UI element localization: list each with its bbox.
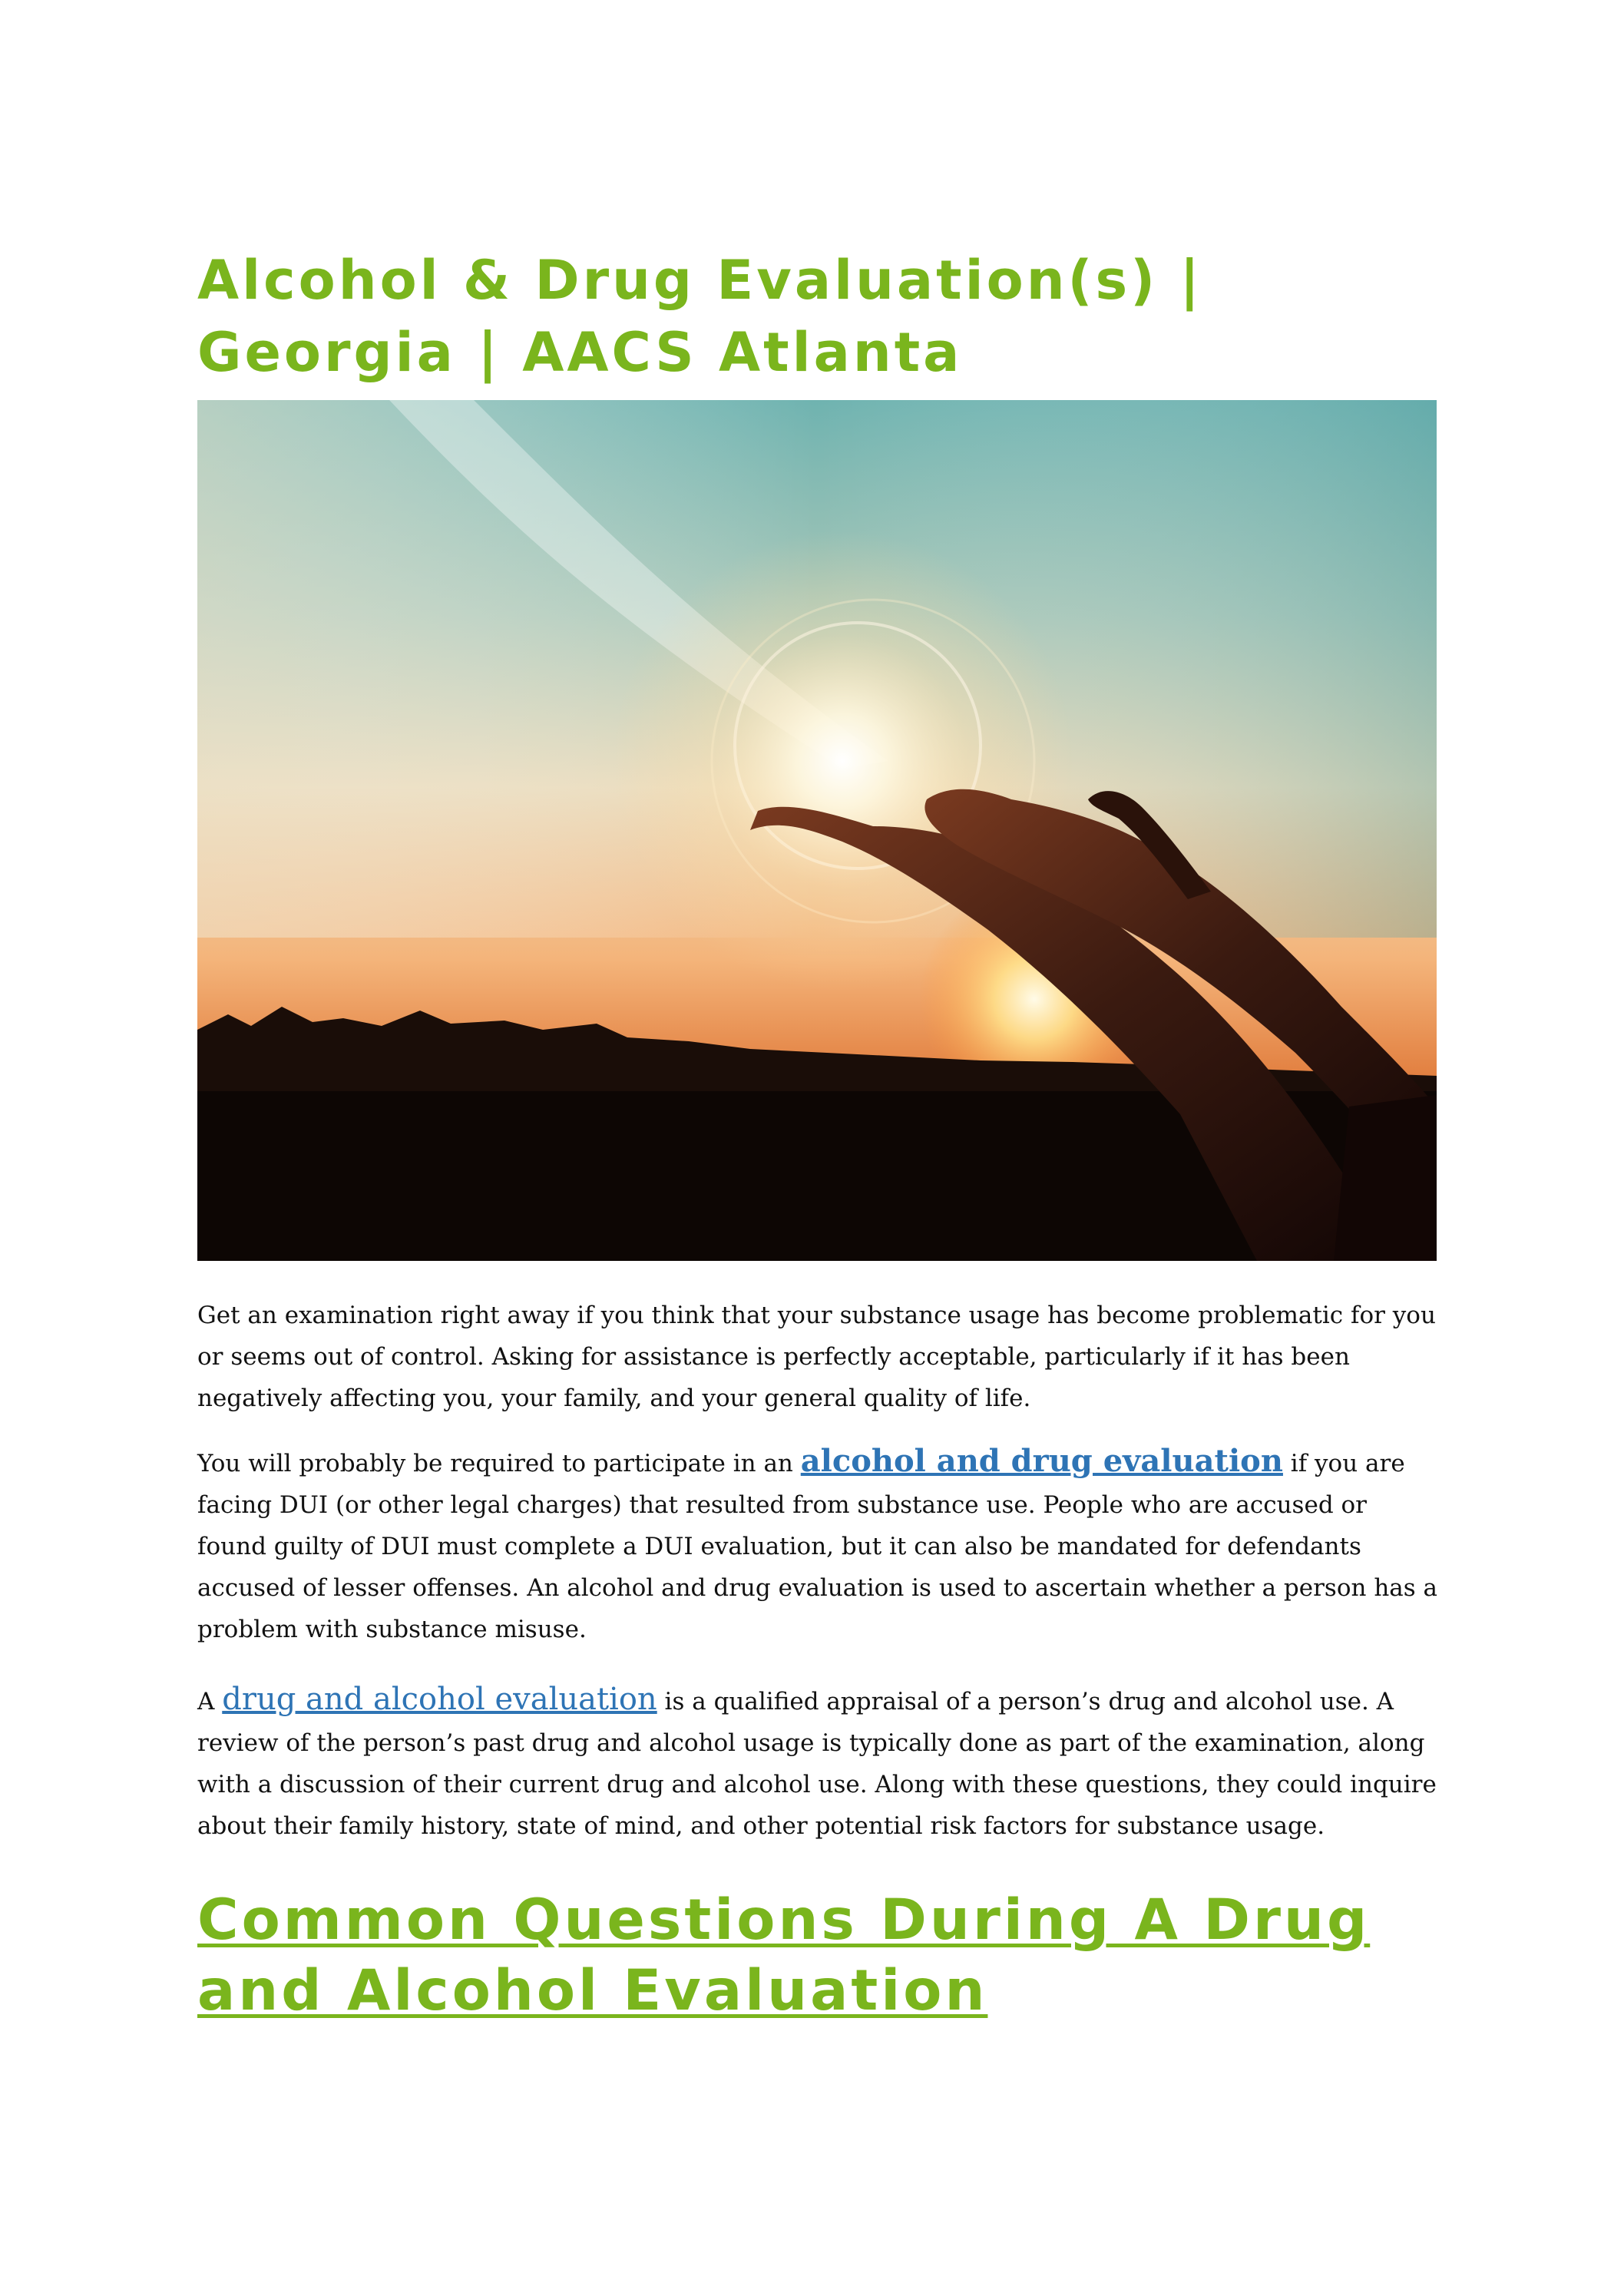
drug-alcohol-evaluation-link[interactable]: drug and alcohol evaluation: [222, 1682, 657, 1717]
page-title: Alcohol & Drug Evaluation(s) | Georgia | AACS Atlanta: [197, 249, 1203, 384]
intro-paragraph: Get an examination right away if you think that your substance usage has become problematic for you or seems out of control. Asking for assistance is perfectly acceptable, particularly if it has been negatively affecting you, your family, and your general quality of life.: [197, 1302, 1436, 1412]
section-heading-common-questions[interactable]: Common Questions During A Drug and Alcohol Evaluation: [197, 1887, 1371, 2023]
evaluation-definition-paragraph: [197, 1679, 1441, 1847]
paragraph2-text-before: You will probably be required to participate in an: [197, 1450, 801, 1477]
paragraph2-text-after: if you are facing DUI (or other legal charges) that resulted from substance use. People who are accused or found guilty of DUI must complete a DUI evaluation, but it can also be mandated for defendants accused of lesser offenses. An alcohol and drug evaluation is used to ascertain whether a person has a problem with substance misuse.: [197, 1450, 1438, 1643]
hero-image-hands-sunset: [197, 400, 1437, 1261]
alcohol-drug-evaluation-link[interactable]: alcohol and drug evaluation: [800, 1443, 1283, 1479]
paragraph3-text-after: is a qualified appraisal of a person’s drug and alcohol use. A review of the person’s past drug and alcohol usage is typically done as part of the examination, along with a discussion of their current drug and alcohol use. Along with these questions, they could inquire about their family history, state of mind, and other potential risk factors for substance usage.: [197, 1688, 1437, 1840]
evaluation-requirement-paragraph: [197, 1441, 1441, 1650]
paragraph3-text-before: A: [197, 1688, 223, 1715]
